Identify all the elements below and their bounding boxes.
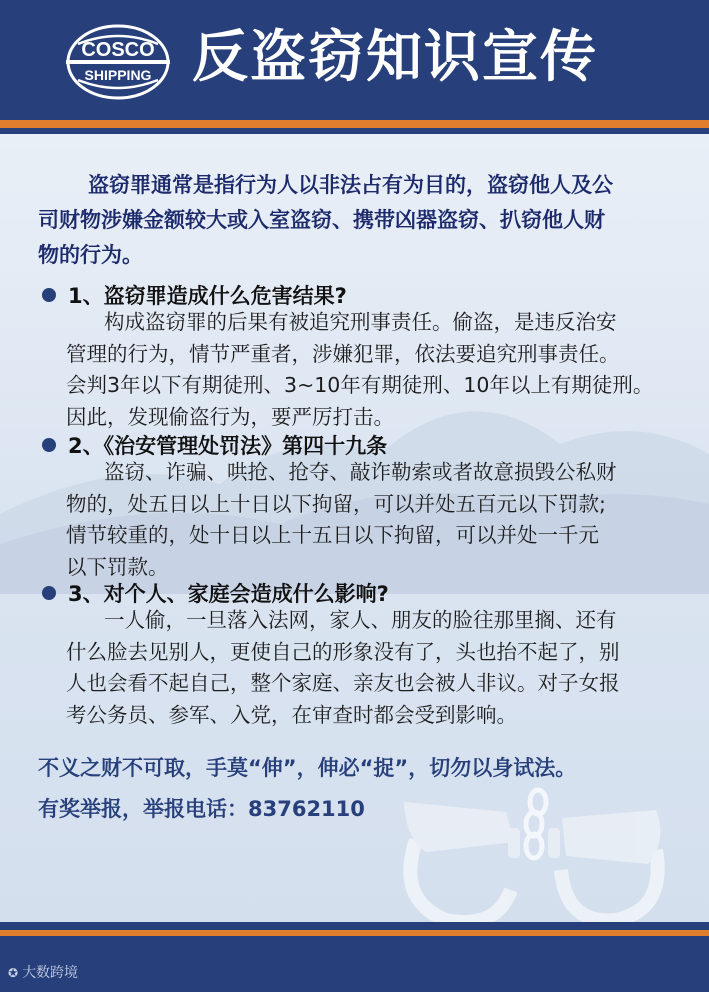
handcuffs-icon [386,780,676,930]
section-2-line: 情节较重的，处十日以上十五日以下拘留，可以并处一千元 [66,523,599,547]
section-1-line: 会判3年以下有期徒刑、3~10年有期徒刑、10年以上有期徒刑。 [66,373,654,397]
bullet-icon [42,288,56,302]
logo-line1: COSCO [81,39,155,61]
report-hotline: 有奖举报，举报电话：83762110 [38,797,365,821]
section-3-body [66,605,620,731]
section-1-line: 构成盗窃罪的后果有被追究刑事责任。偷盗，是违反治安 [104,310,617,334]
section-1-heading: 1、盗窃罪造成什么危害结果? [42,280,347,310]
watermark-logo-icon: ✪ [8,966,19,980]
section-2-line: 物的，处五日以上十日以下拘留，可以并处五百元以下罚款; [66,491,606,516]
section-1-line: 因此，发现偷盗行为，要严厉打击。 [66,404,394,429]
intro-paragraph [38,168,613,273]
section-3-line: 考公务员、参军、入党，在审查时都会受到影响。 [66,702,517,727]
section-1-body [66,307,653,433]
watermark [8,962,78,982]
page-title: 反盗窃知识宣传 [192,25,598,90]
section-1-line: 管理的行为，情节严重者，涉嫌犯罪，依法要追究刑事责任。 [66,341,620,366]
section-2-body [66,457,617,583]
slogan: 不义之财不可取，手莫“伸”，伸必“捉”，切勿以身试法。 [38,756,577,780]
cosco-shipping-logo [62,22,174,102]
header-orange-stripe [0,120,709,128]
section-2-heading: 2、《治安管理处罚法》第四十九条 [42,430,387,460]
footer-banner [0,936,709,992]
bullet-icon [42,438,56,452]
intro-line-3: 物的行为。 [38,243,143,267]
section-2-line: 以下罚款。 [66,554,169,579]
section-3-line: 什么脸去见别人，更使自己的形象没有了，头也抬不起了，别 [66,639,620,664]
section-3-line: 一人偷，一旦落入法网，家人、朋友的脸往那里搁、还有 [104,608,617,632]
section-3-line: 人也会看不起自己，整个家庭、亲友也会被人非议。对子女报 [66,671,620,695]
bullet-icon [42,586,56,600]
footer-navy-stripe [0,922,709,930]
section-3-heading: 3、对个人、家庭会造成什么影响? [42,578,389,608]
intro-line-2: 司财物涉嫌金额较大或入室盗窃、携带凶器盗窃、扒窃他人财 [38,208,605,232]
header-banner [0,0,709,120]
intro-line-1: 盗窃罪通常是指行为人以非法占有为目的，盗窃他人及公 [88,173,613,197]
watermark-text: 大数跨境 [22,965,79,981]
logo-line2: SHIPPING [84,67,152,83]
section-2-line: 盗窃、诈骗、哄抢、抢夺、敲诈勒索或者故意损毁公私财 [104,460,617,484]
